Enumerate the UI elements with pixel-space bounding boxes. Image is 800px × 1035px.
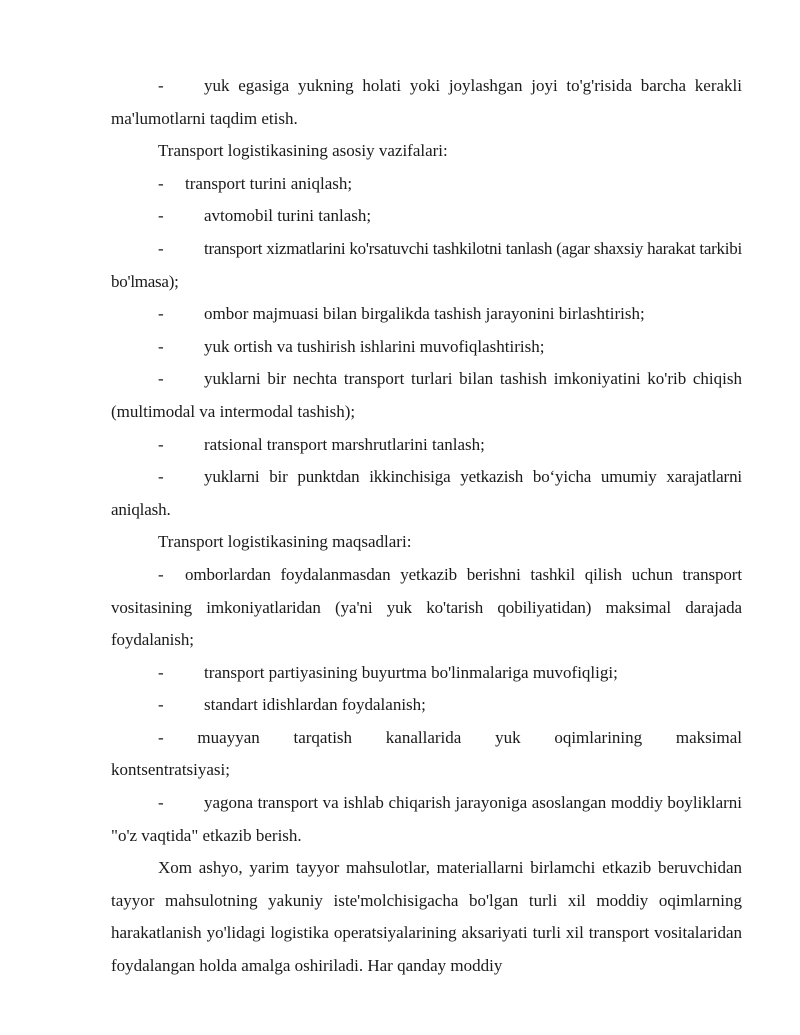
list-item [111,559,742,657]
paragraph-text: transport xizmatlarini ko'rsatuvchi tashkilotni tanlash (agar shaxsiy harakat tarkibi bo'lmasa); [111,238,742,291]
paragraph-text: standart idishlardan foydalanish; [204,695,426,715]
bullet-dash: - [158,727,164,747]
list-item [111,168,742,201]
word: muayyan [197,727,260,747]
section-heading: Transport logistikasining asosiy vazifalari: [158,141,448,161]
list-item [111,461,742,526]
list-item [111,689,742,722]
document-page [111,70,742,983]
spread-line [111,722,742,755]
bullet-dash: - [158,564,164,584]
bullet-dash: - [158,173,164,193]
bullet-dash: - [158,336,164,356]
list-item [111,363,742,428]
bullet-dash: - [158,369,164,389]
list-item [111,70,742,135]
paragraph-text: yuk ortish va tushirish ishlarini muvofiqlashtirish; [204,336,545,356]
section-heading: Transport logistikasining maqsadlari: [158,532,412,552]
bullet-dash: - [158,695,164,715]
bullet-dash: - [158,467,164,487]
list-item [111,429,742,462]
list-item [111,298,742,331]
list-item [111,787,742,852]
bullet-dash: - [158,304,164,324]
list-item [111,657,742,690]
body-paragraph: Xom ashyo, yarim tayyor mahsulotlar, materiallarni birlamchi etkazib beruvchidan tayyor mahsulotning yakuniy iste'molchisigacha bo'lgan turli xil moddiy oqimlarning harakatlanish yo'lidagi logistika operatsiyalarining aksariyati turli xil transport vositalaridan foydalangan holda amalga oshiriladi. Har qanday moddiy [111,858,742,976]
bullet-dash: - [158,662,164,682]
paragraph-text: kontsentratsiyasi; [111,760,230,780]
paragraph-text: ratsional transport marshrutlarini tanlash; [204,434,485,454]
paragraph-text: avtomobil turini tanlash; [204,206,372,226]
word: tarqatish [293,727,353,747]
bullet-dash: - [158,206,164,226]
word: kanallarida [385,727,462,747]
paragraph-text: transport turini aniqlash; [185,173,353,193]
paragraph-text: transport partiyasining buyurtma bo'linmalariga muvofiqligi; [204,662,618,682]
bullet-dash: - [158,238,164,258]
paragraph-text: yuklarni bir punktdan ikkinchisiga yetkazish bo‘yicha umumiy xarajatlarni aniqlash. [111,467,742,519]
list-item [111,200,742,233]
word: maksimal [675,727,742,747]
bullet-dash: - [158,793,164,813]
bullet-dash: - [158,434,164,454]
paragraph-text: ombor majmuasi bilan birgalikda tashish jarayonini birlashtirish; [204,304,645,324]
bullet-dash: - [158,76,164,95]
word: oqimlarining [554,727,643,747]
paragraph-text: yuklarni bir nechta transport turlari bilan tashish imkoniyatini ko'rib chiqish (multimodal va intermodal tashish); [111,369,742,421]
word: yuk [495,727,521,747]
list-item [111,722,742,787]
paragraph-text: yuk egasiga yukning holati yoki joylashgan joyi to'g'risida barcha kerakli ma'lumotlarni taqdim etish. [111,76,742,128]
list-item [111,331,742,364]
paragraph-text: yagona transport va ishlab chiqarish jarayoniga asoslangan moddiy boyliklarni "o'z vaqtida" etkazib berish. [111,793,742,845]
list-item [111,233,742,298]
paragraph-text: omborlardan foydalanmasdan yetkazib berishni tashkil qilish uchun transport vositasining imkoniyatlaridan (ya'ni yuk ko'tarish qobiliyatidan) maksimal darajada foydalanish; [111,564,742,650]
